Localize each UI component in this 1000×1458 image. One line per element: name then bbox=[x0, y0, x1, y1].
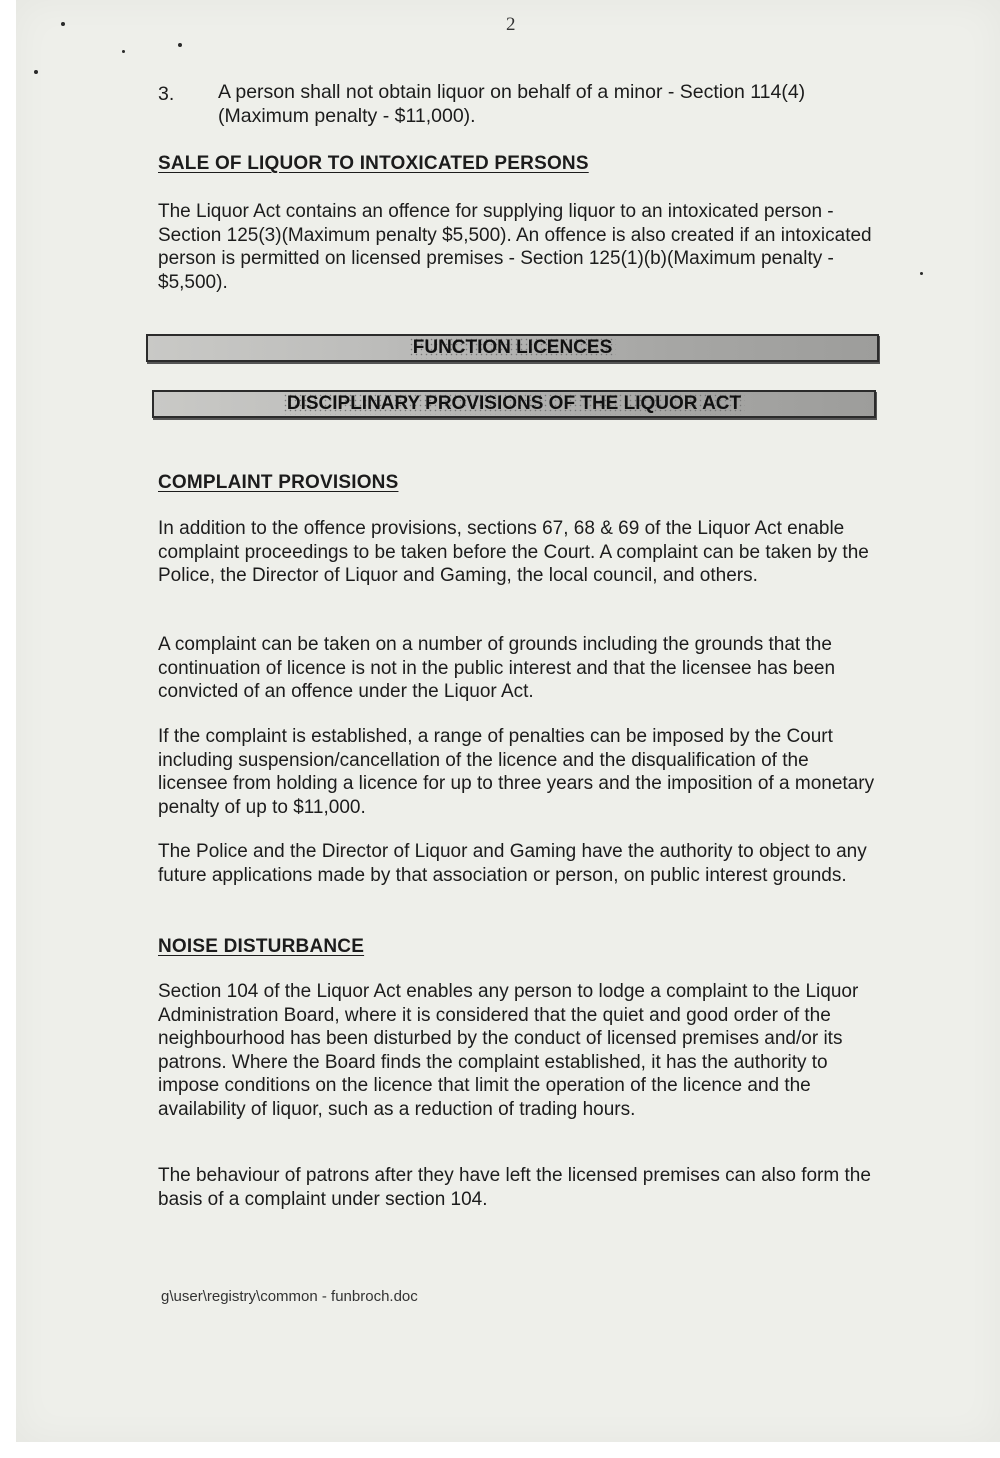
banner-function-licences bbox=[146, 334, 879, 362]
section-heading-complaint-provisions: COMPLAINT PROVISIONS bbox=[158, 472, 399, 493]
complaint-paragraph: The Police and the Director of Liquor and Gaming have the authority to object to any future applications made by that association or person, on public interest grounds. bbox=[158, 841, 867, 886]
banner-label: FUNCTION LICENCES bbox=[409, 337, 617, 359]
list-item-text: A person shall not obtain liquor on behalf of a minor - Section 114(4)(Maximum penalty - $11,000). bbox=[218, 81, 806, 127]
document-page bbox=[16, 0, 1000, 1442]
scan-speck bbox=[61, 22, 65, 26]
complaint-paragraph: In addition to the offence provisions, sections 67, 68 & 69 of the Liquor Act enable complaint proceedings to be taken before the Court. A complaint can be taken by the Police, the Director of Liquor and Gaming, the local council, and others. bbox=[158, 518, 869, 586]
list-item-number: 3. bbox=[158, 83, 175, 105]
noise-paragraph: Section 104 of the Liquor Act enables any person to lodge a complaint to the Liquor Administration Board, where it is considered that the quiet and good order of the neighbourhood has been disturbed by the conduct of licensed premises and/or its patrons. Where the Board finds the complaint established, it has the authority to impose conditions on the licence that limit the operation of the licence and the availability of liquor, such as a reduction of trading hours. bbox=[158, 981, 859, 1120]
sale-paragraph: The Liquor Act contains an offence for supplying liquor to an intoxicated person - Section 125(3)(Maximum penalty $5,500). An offence is also created if an intoxicated person is permitted on licensed premises - Section 125(1)(b)(Maximum penalty - $5,500). bbox=[158, 201, 872, 293]
banner-label: DISCIPLINARY PROVISIONS OF THE LIQUOR ACT bbox=[283, 393, 745, 415]
scan-speck bbox=[920, 272, 923, 275]
section-heading-sale-of-liquor: SALE OF LIQUOR TO INTOXICATED PERSONS bbox=[158, 153, 589, 174]
scan-speck bbox=[178, 43, 182, 47]
banner-disciplinary-provisions bbox=[152, 390, 876, 418]
footer-file-path: g\user\registry\common - funbroch.doc bbox=[161, 1288, 418, 1305]
scan-speck bbox=[34, 70, 38, 74]
section-heading-noise-disturbance: NOISE DISTURBANCE bbox=[158, 936, 365, 957]
complaint-paragraph: If the complaint is established, a range of penalties can be imposed by the Court including suspension/cancellation of the licence and the disqualification of the licensee from holding a licence for up to three years and the imposition of a monetary penalty of up to $11,000. bbox=[158, 726, 875, 818]
page-number: 2 bbox=[506, 14, 516, 35]
complaint-paragraph: A complaint can be taken on a number of grounds including the grounds that the continuation of licence is not in the public interest and that the licensee has been convicted of an offence under the Liquor Act. bbox=[158, 634, 836, 702]
scan-speck bbox=[122, 50, 125, 53]
noise-paragraph: The behaviour of patrons after they have left the licensed premises can also form the basis of a complaint under section 104. bbox=[158, 1165, 871, 1210]
